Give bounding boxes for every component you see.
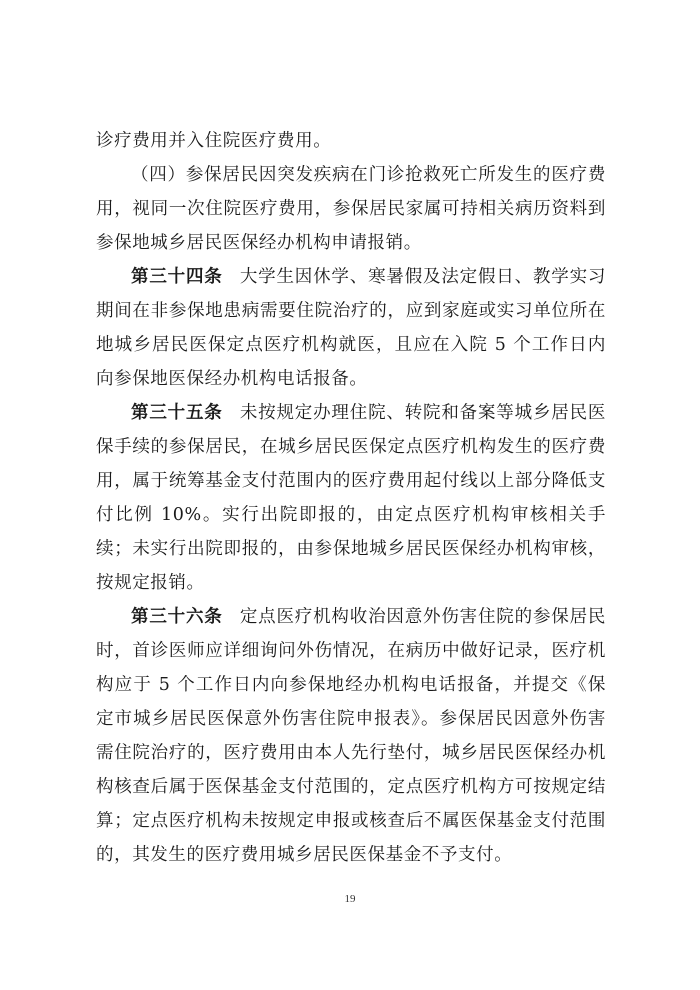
paragraph-article-34 — [96, 260, 606, 396]
paragraph-article-35 — [96, 396, 606, 600]
paragraph-text: 定点医疗机构收治因意外伤害住院的参保居民时，首诊医师应详细询问外伤情况，在病历中做好记录，医疗机构应于 5 个工作日内向参保地经办机构电话报备，并提交《保定市城乡居民医保意外伤害住院申报表》。参保居民因意外伤害需住院治疗的，医疗费用由本人先行垫付，城乡居民医保经办机构核查后属于医保基金支付范围的，定点医疗机构方可按规定结算；定点医疗机构未按规定申报或核查后不属医保基金支付范围的，其发生的医疗费用城乡居民医保基金不予支付。 — [96, 607, 607, 865]
document-body — [96, 124, 606, 872]
article-heading: 第三十五条 — [131, 403, 223, 423]
article-heading: 第三十四条 — [131, 267, 223, 287]
paragraph-text: 未按规定办理住院、转院和备案等城乡居民医保手续的参保居民，在城乡居民医保定点医疗机构发生的医疗费用，属于统筹基金支付范围内的医疗费用起付线以上部分降低支付比例 10%。实行出院即报的，由定点医疗机构审核相关手续；未实行出院即报的，由参保地城乡居民医保经办机构审核，按规定报销。 — [96, 403, 607, 593]
paragraph-item-4 — [96, 158, 606, 260]
article-heading: 第三十六条 — [131, 607, 223, 627]
page-number: 19 — [344, 893, 356, 905]
paragraph-text: 大学生因休学、寒暑假及法定假日、教学实习期间在非参保地患病需要住院治疗的，应到家庭或实习单位所在地城乡居民医保定点医疗机构就医，且应在入院 5 个工作日内向参保地医保经办机构电话报备。 — [96, 267, 607, 389]
paragraph-text: 诊疗费用并入住院医疗费用。 — [96, 131, 332, 151]
paragraph-article-36 — [96, 600, 606, 872]
paragraph-continuation — [96, 124, 606, 158]
paragraph-text: （四）参保居民因突发疾病在门诊抢救死亡所发生的医疗费用，视同一次住院医疗费用，参保居民家属可持相关病历资料到参保地城乡居民医保经办机构申请报销。 — [96, 165, 606, 253]
